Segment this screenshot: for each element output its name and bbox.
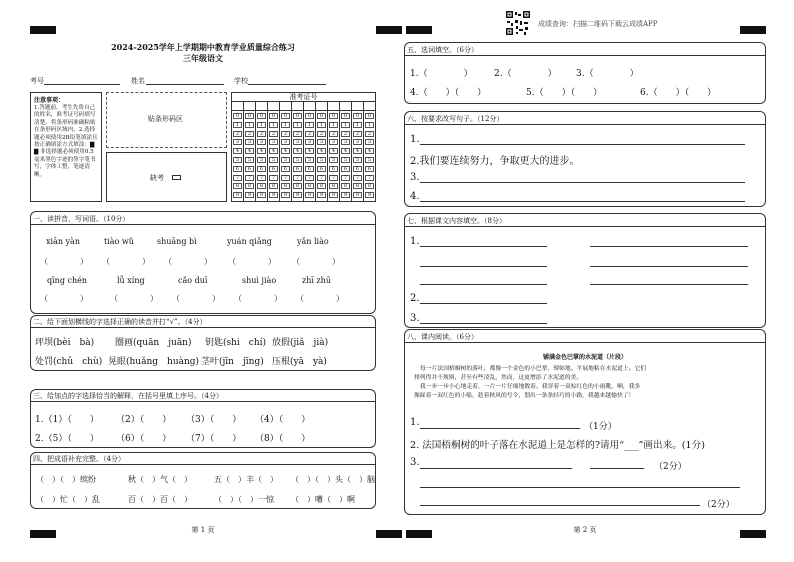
registration-mark [740,26,766,34]
answer-line[interactable] [590,246,748,247]
answer-line[interactable] [420,246,547,247]
section-7-box [404,213,766,328]
pinyin: tiào wǔ [104,237,134,246]
exam-id-bubble[interactable]: 9 [353,192,362,198]
answer-blank[interactable]: （ ） [228,257,276,266]
exam-id-bubble[interactable]: 7 [317,175,326,181]
answer-blank[interactable]: （3）（ ） [186,415,242,425]
question-number: 1. [410,134,420,145]
exam-id-bubble[interactable]: 4 [293,148,302,154]
exam-id-bubble[interactable]: 9 [365,192,374,198]
answer-blank[interactable]: （2）（ ） [116,415,172,425]
pronunciation-choice[interactable]: 圈画(quān juān) [115,338,192,348]
question-number: 2. [410,293,420,304]
answer-blank[interactable]: （6）（ ） [116,434,172,444]
answer-blank[interactable]: （4）（ ） [255,415,311,425]
exam-id-bubble[interactable]: 2 [329,131,338,137]
section-5-title: 五、选词填空。（6分） [407,46,478,54]
exam-id-bubble[interactable]: 3 [353,139,362,145]
exam-id-bubble[interactable]: 8 [329,183,338,189]
exam-id-bubble[interactable]: 4 [329,148,338,154]
answer-blank[interactable]: 6.（ ）（ ） [640,88,717,98]
pinyin: lǚ xíng [117,276,145,285]
answer-line[interactable] [420,201,745,202]
exam-id-bubble[interactable]: 9 [293,192,302,198]
answer-blank[interactable]: 4.（ ）（ ） [410,88,487,98]
exam-number-label: 考号 [30,77,44,85]
exam-id-bubble[interactable]: 7 [293,175,302,181]
exam-id-bubble[interactable]: 8 [281,183,290,189]
registration-mark [406,26,432,34]
exam-id-bubble[interactable]: 3 [245,139,254,145]
exam-id-bubble[interactable]: 4 [317,148,326,154]
exam-id-bubble[interactable]: 2 [305,131,314,137]
exam-id-bubble[interactable]: 9 [233,192,242,198]
notice-body: 1.答题前，考生先将自己的姓名，准考证号码填写清楚，将条形码准确粘贴在条形码区域内。2.选择题必须使用2B铅笔填涂且按正确填涂方式填涂：▇▇ 非选择题必须使用0.5毫米黑色字迹的签字笔书写，字体工整，笔迹清晰。 [34,105,98,178]
answer-blank[interactable]: （ ） [164,257,212,266]
pinyin: xiān yàn [46,237,80,246]
answer-blank[interactable]: （ ） [292,257,340,266]
registration-mark [30,26,56,34]
exam-id-bubble[interactable]: 8 [365,183,374,189]
section-3-title: 三、给加点的字选择恰当的解释，在括号里填上序号。（4分） [33,392,223,400]
exam-id-bubble[interactable]: 7 [341,175,350,181]
exam-id-bubble[interactable]: 4 [281,148,290,154]
answer-line[interactable] [420,428,580,429]
notice-box [30,92,102,202]
exam-id-bubble[interactable]: 6 [365,166,374,172]
pinyin: shuāng bì [157,237,197,246]
question-text: 2. 法国梧桐树的叶子落在水泥道上是怎样的?请用“___”画出来。(1分) [410,440,705,451]
registration-mark [376,26,402,34]
exam-id-bubble[interactable]: 6 [245,166,254,172]
answer-line[interactable] [420,468,572,469]
exam-id-label: 准考证号 [289,93,318,101]
question-number: 1. [410,236,420,247]
exam-id-bubble[interactable]: 4 [245,148,254,154]
pronunciation-choice[interactable]: 茎叶(jīn jīng) [201,357,264,367]
exam-id-bubble[interactable]: 6 [269,166,278,172]
exam-id-bubble[interactable]: 7 [257,175,266,181]
exam-id-bubble[interactable]: 0 [317,113,326,119]
exam-id-bubble[interactable]: 4 [365,148,374,154]
idiom-blank[interactable]: （ ）（ ）一惊 [214,495,274,504]
exam-id-bubble[interactable]: 2 [317,131,326,137]
exam-id-bubble[interactable]: 8 [353,183,362,189]
exam-id-bubble[interactable]: 3 [281,139,290,145]
barcode-label: 贴条形码区 [148,115,183,123]
exam-id-bubble[interactable]: 8 [257,183,266,189]
exam-id-bubble[interactable]: 9 [269,192,278,198]
section-6-title: 六、按要求改写句子。（12分） [407,115,504,123]
answer-line[interactable] [420,303,547,304]
answer-blank[interactable]: （ ） [296,294,344,303]
exam-id-bubble[interactable]: 1 [317,122,326,128]
exam-id-bubble[interactable]: 7 [353,175,362,181]
pronunciation-choice[interactable]: 晃眼(huǎng huàng) [108,357,200,367]
exam-id-bubble[interactable]: 4 [233,148,242,154]
exam-id-bubble[interactable]: 1 [245,122,254,128]
section-1-title: 一、读拼音，写词语。（10分） [33,215,130,223]
exam-id-bubble[interactable]: 5 [329,157,338,163]
question-number: 3. [410,172,420,183]
exam-id-bubble[interactable]: 9 [245,192,254,198]
answer-line[interactable] [420,487,740,488]
exam-id-bubble[interactable]: 9 [329,192,338,198]
exam-id-bubble[interactable]: 9 [305,192,314,198]
exam-id-bubble[interactable]: 7 [269,175,278,181]
exam-id-bubble[interactable]: 8 [293,183,302,189]
answer-line[interactable] [420,266,547,267]
exam-id-bubble[interactable]: 6 [329,166,338,172]
answer-line[interactable] [420,505,700,506]
exam-id-bubble[interactable]: 0 [365,113,374,119]
answer-blank[interactable]: （7）（ ） [186,434,242,444]
exam-id-bubble[interactable]: 4 [353,148,362,154]
pinyin: zhī zhū [302,276,331,285]
pronunciation-choice[interactable]: 压根(yā yà) [272,357,327,367]
score-label: （2分） [702,500,735,510]
exam-id-bubble[interactable]: 5 [245,157,254,163]
exam-id-bubble[interactable]: 2 [365,131,374,137]
answer-line[interactable] [420,182,745,183]
exam-id-bubble[interactable]: 1 [293,122,302,128]
pronunciation-choice[interactable]: 钥匙(shi chí) [205,338,267,348]
exam-id-bubble[interactable]: 8 [233,183,242,189]
exam-id-bubble[interactable]: 6 [317,166,326,172]
exam-id-bubble[interactable]: 2 [257,131,266,137]
exam-id-bubble[interactable]: 6 [341,166,350,172]
pinyin: yuán qiǎng [227,237,272,246]
pronunciation-choice[interactable]: 坪坝(bèi bà) [35,338,95,348]
idiom-blank[interactable]: （ ）（ ）头（ ）脑 [291,475,375,484]
name-label: 姓名 [131,77,145,85]
question-text: 2.我们要连续努力，争取更大的进步。 [410,156,580,167]
answer-blank[interactable]: （ ） [102,257,150,266]
passage-text: 每一片法国梧桐树的落叶，都像一个金色的小巴掌，熨帖地、平展地粘在水泥道上。它们 [420,366,647,372]
exam-id-bubble[interactable]: 3 [305,139,314,145]
answer-blank[interactable]: （ ） [234,294,282,303]
idiom-blank[interactable]: （ ）嘈（ ）啊 [291,495,355,504]
exam-id-bubble[interactable]: 3 [293,139,302,145]
question-number: 3. [410,313,420,324]
exam-id-bubble[interactable]: 4 [257,148,266,154]
pronunciation-choice[interactable]: 放假(jiǎ jià) [272,338,329,348]
exam-id-bubble[interactable]: 4 [305,148,314,154]
answer-line[interactable] [420,284,547,285]
exam-id-bubble[interactable]: 4 [269,148,278,154]
exam-id-bubble[interactable]: 2 [233,131,242,137]
exam-id-bubble[interactable]: 1 [269,122,278,128]
exam-id-bubble[interactable]: 6 [257,166,266,172]
exam-id-bubble[interactable]: 5 [317,157,326,163]
question-number: 3. [410,457,420,468]
question-number: 4. [410,191,420,202]
exam-id-bubble[interactable]: 5 [365,157,374,163]
answer-blank[interactable]: （8）（ ） [255,434,311,444]
exam-id-bubble[interactable]: 1 [341,122,350,128]
answer-line[interactable] [420,144,745,145]
exam-id-bubble[interactable]: 0 [305,113,314,119]
pinyin: qīng chén [47,276,88,285]
answer-line[interactable] [420,323,547,324]
page-number: 第 2 页 [573,526,597,534]
exam-id-bubble[interactable]: 4 [341,148,350,154]
exam-title: 2024-2025学年上学期期中教育学业质量综合练习 [111,42,295,52]
exam-id-bubble[interactable]: 9 [341,192,350,198]
exam-id-bubble[interactable]: 9 [257,192,266,198]
exam-id-bubble[interactable]: 2 [269,131,278,137]
section-7-title: 七、根据课文内容填空。（8分） [407,217,506,225]
exam-id-bubble[interactable]: 1 [281,122,290,128]
exam-id-bubble[interactable]: 9 [317,192,326,198]
exam-id-bubble[interactable]: 1 [233,122,242,128]
score-label: （1分） [584,422,617,432]
exam-id-bubble[interactable]: 1 [329,122,338,128]
exam-id-bubble[interactable]: 5 [353,157,362,163]
idiom-blank[interactable]: （ ）忙（ ）乱 [36,495,100,504]
exam-id-bubble[interactable]: 2 [281,131,290,137]
exam-id-bubble[interactable]: 9 [281,192,290,198]
exam-id-bubble[interactable]: 7 [329,175,338,181]
exam-id-bubble[interactable]: 3 [341,139,350,145]
exam-id-bubble[interactable]: 5 [305,157,314,163]
idiom-blank[interactable]: 百（ ）百（ ） [128,495,192,504]
exam-id-bubble[interactable]: 7 [305,175,314,181]
exam-id-bubble[interactable]: 1 [257,122,266,128]
pinyin: cǎo duī [178,276,208,285]
answer-blank[interactable]: （ ） [40,257,88,266]
answer-blank[interactable]: 2.（ ） [494,69,557,79]
exam-id-bubble[interactable]: 5 [269,157,278,163]
exam-id-bubble[interactable]: 8 [305,183,314,189]
passage-text: 排列得并不规则，甚至有些凌乱，然而，这更增添了水泥道的美。 [414,375,583,381]
qr-code-icon [505,10,531,36]
exam-id-bubble[interactable]: 7 [365,175,374,181]
exam-id-bubble[interactable]: 6 [293,166,302,172]
absent-checkbox[interactable] [172,175,181,180]
exam-id-bubble[interactable]: 8 [341,183,350,189]
exam-id-bubble[interactable]: 2 [353,131,362,137]
absent-label: 缺考 [150,174,164,182]
section-2-title: 二、给下面划横线的字选择正确的读音并打“√”。（4分） [33,318,207,326]
passage-text: 像踩着一双红色的小船，趁着秋风的号令，划出一条条轻巧的小路，我越来越愉快了！ [414,393,635,399]
exam-id-bubble[interactable]: 7 [281,175,290,181]
answer-blank[interactable]: （ ） [110,294,158,303]
answer-blank[interactable]: （ ） [40,294,88,303]
passage-title: 铺满金色巴掌的水泥道（片段） [542,354,627,361]
exam-id-bubble[interactable]: 6 [353,166,362,172]
answer-line[interactable] [590,468,644,469]
exam-id-bubble[interactable]: 3 [269,139,278,145]
exam-id-bubble[interactable]: 8 [317,183,326,189]
exam-id-bubble[interactable]: 0 [293,113,302,119]
exam-id-bubble[interactable]: 0 [353,113,362,119]
score-label: （2分） [654,462,687,472]
exam-number-field[interactable] [44,84,120,85]
school-field[interactable] [248,84,326,85]
exam-id-bubble[interactable]: 6 [233,166,242,172]
question-number: 1. [410,417,420,428]
section-8-title: 八、课内阅读。（6分） [407,333,478,341]
exam-id-bubble[interactable]: 3 [329,139,338,145]
page-number: 第 1 页 [191,526,215,534]
exam-id-bubble[interactable]: 1 [365,122,374,128]
registration-mark [376,530,402,538]
exam-id-bubble[interactable]: 3 [365,139,374,145]
exam-id-bubble[interactable]: 0 [233,113,242,119]
answer-blank[interactable]: （ ） [172,294,220,303]
exam-id-bubble[interactable]: 0 [341,113,350,119]
exam-id-bubble[interactable]: 0 [269,113,278,119]
pinyin: yǎn liào [297,237,329,246]
section-4-title: 四、把成语补充完整。（4分） [33,455,125,463]
answer-blank[interactable]: 1.（1）（ ） [35,415,99,425]
pinyin: shuì jiào [242,276,277,285]
pronunciation-choice[interactable]: 处罚(chǔ chù) [35,357,103,367]
exam-id-bubble[interactable]: 3 [257,139,266,145]
exam-id-bubble[interactable]: 5 [257,157,266,163]
idiom-blank[interactable]: 五（ ）丰（ ） [214,475,278,484]
exam-id-bubble[interactable]: 7 [245,175,254,181]
exam-id-bubble[interactable]: 5 [281,157,290,163]
answer-line[interactable] [590,284,748,285]
exam-id-bubble[interactable]: 0 [281,113,290,119]
qr-caption: 成绩查询：扫描二维码下载云成绩APP [538,20,658,28]
exam-id-bubble[interactable]: 2 [293,131,302,137]
absent-area [106,152,227,202]
answer-blank[interactable]: 5.（ ）（ ） [526,88,603,98]
answer-blank[interactable]: 2.（5）（ ） [35,434,99,444]
exam-id-bubble[interactable]: 3 [317,139,326,145]
answer-blank[interactable]: 1.（ ） [410,69,473,79]
exam-id-bubble[interactable]: 6 [305,166,314,172]
exam-id-bubble[interactable]: 5 [293,157,302,163]
subject-title: 三年级语文 [183,53,223,63]
exam-id-bubble[interactable]: 6 [281,166,290,172]
school-label: 学校 [234,77,248,85]
exam-id-bubble[interactable]: 8 [245,183,254,189]
exam-id-bubble[interactable]: 0 [245,113,254,119]
notice-title: 注意事项： [34,97,65,104]
exam-id-bubble[interactable]: 5 [341,157,350,163]
exam-id-bubble[interactable]: 0 [329,113,338,119]
exam-id-bubble[interactable]: 1 [353,122,362,128]
exam-id-bubble[interactable]: 8 [269,183,278,189]
exam-id-bubble[interactable]: 2 [245,131,254,137]
passage-text: 我一步一步小心地走着，一片一片仔细地数着。我穿着一双棕红色的小雨靴。啊，我多 [420,384,641,390]
answer-line[interactable] [590,266,748,267]
idiom-blank[interactable]: 秋（ ）气（ ） [128,475,192,484]
exam-id-bubble[interactable]: 7 [233,175,242,181]
exam-id-bubble[interactable]: 3 [233,139,242,145]
exam-id-bubble[interactable]: 5 [233,157,242,163]
exam-id-bubble[interactable]: 2 [341,131,350,137]
answer-blank[interactable]: 3.（ ） [576,69,639,79]
exam-id-bubble[interactable]: 1 [305,122,314,128]
idiom-blank[interactable]: （ ）（ ）缤纷 [36,475,96,484]
name-field[interactable] [146,84,224,85]
exam-id-bubble[interactable]: 0 [257,113,266,119]
